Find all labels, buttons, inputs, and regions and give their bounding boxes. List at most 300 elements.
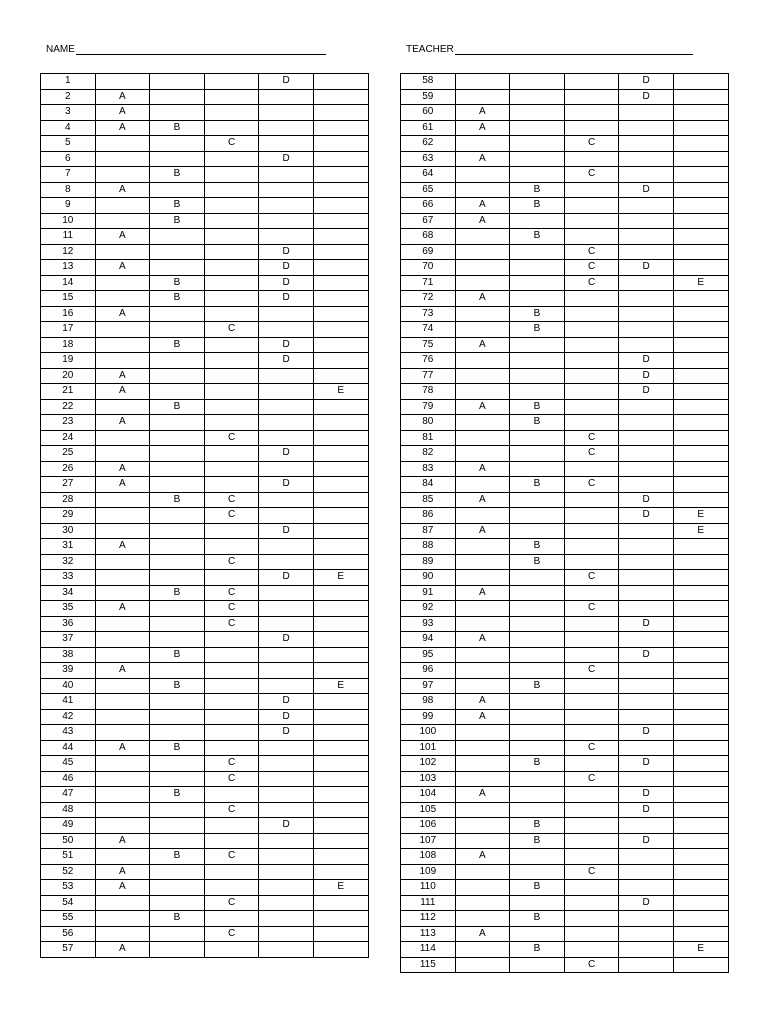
answer-cell-e [673,709,728,725]
answer-cell-e [313,167,368,183]
answer-cell-d [259,105,314,121]
answer-cell-c [564,182,619,198]
answer-cell-c [564,895,619,911]
answer-cell-a [455,616,510,632]
answer-cell-d [259,647,314,663]
answer-cell-d [619,523,674,539]
answer-cell-b: B [150,492,205,508]
answer-cell-b [510,492,565,508]
answer-cell-a: A [455,632,510,648]
answer-cell-d [619,229,674,245]
answer-cell-b: B [510,818,565,834]
table-row [401,446,729,462]
question-number: 78 [401,384,456,400]
answer-cell-a [455,353,510,369]
answer-cell-a [455,740,510,756]
answer-cell-b [150,151,205,167]
answer-cell-c [564,198,619,214]
answer-cell-b: B [150,275,205,291]
table-row [401,477,729,493]
answer-cell-d [259,322,314,338]
table-row [401,74,729,90]
table-row [41,291,369,307]
question-number: 42 [41,709,96,725]
answer-cell-b [150,663,205,679]
answer-cell-e [313,725,368,741]
table-row [401,740,729,756]
answer-cell-e [313,647,368,663]
answer-cell-d: D [259,694,314,710]
answer-cell-a [95,523,150,539]
answer-cell-c [204,275,259,291]
question-number: 49 [41,818,96,834]
answer-cell-d [619,198,674,214]
answer-cell-a [95,337,150,353]
answer-cell-d [259,229,314,245]
answer-cell-d: D [259,709,314,725]
answer-cell-e [673,740,728,756]
answer-cell-c [564,818,619,834]
answer-cell-d [619,306,674,322]
question-number: 19 [41,353,96,369]
table-row [41,880,369,896]
answer-cell-c [204,291,259,307]
answer-cell-b [150,880,205,896]
answer-cell-c [564,492,619,508]
answer-cell-a: A [95,942,150,958]
answer-cell-a [455,306,510,322]
table-row [41,167,369,183]
answer-cell-a: A [455,213,510,229]
answer-cell-c [204,864,259,880]
question-number: 14 [41,275,96,291]
answer-cell-d [619,337,674,353]
answer-cell-b [510,151,565,167]
question-number: 85 [401,492,456,508]
answer-cell-c [564,554,619,570]
table-row [401,260,729,276]
table-row [41,663,369,679]
answer-cell-e [313,244,368,260]
answer-cell-a: A [95,477,150,493]
answer-cell-c: C [204,554,259,570]
answer-cell-b [150,771,205,787]
answer-cell-b: B [150,167,205,183]
answer-cell-c [564,616,619,632]
teacher-blank-line[interactable] [455,45,693,55]
answer-cell-c [204,818,259,834]
answer-cell-b [150,182,205,198]
question-number: 13 [41,260,96,276]
question-number: 112 [401,911,456,927]
answer-cell-d [259,895,314,911]
table-row [401,492,729,508]
table-row [401,926,729,942]
name-label: NAME [46,44,75,55]
answer-cell-b [150,446,205,462]
answer-cell-c [564,229,619,245]
question-number: 11 [41,229,96,245]
answer-cell-b: B [510,229,565,245]
question-number: 87 [401,523,456,539]
answer-cell-d [619,926,674,942]
answer-cell-a: A [95,120,150,136]
answer-cell-c [204,244,259,260]
question-number: 95 [401,647,456,663]
answer-cell-c [204,306,259,322]
table-row [401,523,729,539]
answer-cell-d [259,771,314,787]
answer-cell-e [313,151,368,167]
table-row [401,849,729,865]
answer-cell-e [673,167,728,183]
table-row [401,570,729,586]
answer-cell-e [313,89,368,105]
table-row [41,368,369,384]
answer-cell-c [564,802,619,818]
question-number: 109 [401,864,456,880]
answer-cell-e [313,492,368,508]
answer-cell-e [313,368,368,384]
question-number: 50 [41,833,96,849]
question-number: 51 [41,849,96,865]
answer-cell-e [673,911,728,927]
table-row [401,229,729,245]
answer-cell-b: B [150,849,205,865]
answer-cell-e [313,198,368,214]
answer-cell-c [564,353,619,369]
answer-cell-b [150,554,205,570]
table-row [401,120,729,136]
question-number: 44 [41,740,96,756]
answer-cell-c: C [204,802,259,818]
answer-cell-e: E [673,275,728,291]
answer-cell-c: C [204,616,259,632]
question-number: 108 [401,849,456,865]
question-number: 97 [401,678,456,694]
answer-cell-b [150,694,205,710]
question-number: 66 [401,198,456,214]
question-number: 22 [41,399,96,415]
answer-cell-d [619,678,674,694]
table-row [401,244,729,260]
table-row [401,337,729,353]
table-row [401,771,729,787]
table-row [401,198,729,214]
table-row [41,322,369,338]
question-number: 59 [401,89,456,105]
question-number: 55 [41,911,96,927]
answer-cell-c: C [204,492,259,508]
answer-cell-a [95,756,150,772]
answer-cell-d: D [619,616,674,632]
answer-cell-b [150,570,205,586]
answer-cell-b [510,849,565,865]
answer-cell-e [313,353,368,369]
answer-cell-a [95,818,150,834]
table-row [41,213,369,229]
table-row [401,725,729,741]
answer-cell-d [259,911,314,927]
question-number: 67 [401,213,456,229]
answer-cell-d: D [259,632,314,648]
answer-cell-c: C [564,771,619,787]
name-blank-line[interactable] [76,45,326,55]
answer-cell-c [564,725,619,741]
answer-cell-b [150,802,205,818]
answer-cell-a [95,694,150,710]
answer-cell-d [619,709,674,725]
answer-cell-e: E [673,942,728,958]
answer-cell-c: C [204,771,259,787]
answer-cell-e [673,337,728,353]
table-row [41,430,369,446]
table-row [401,895,729,911]
question-number: 75 [401,337,456,353]
question-number: 103 [401,771,456,787]
answer-cell-c [204,384,259,400]
answer-cell-a [455,384,510,400]
answer-cell-d: D [619,895,674,911]
answer-cell-c [204,89,259,105]
answer-cell-b [510,709,565,725]
question-number: 65 [401,182,456,198]
answer-cell-d: D [619,787,674,803]
answer-cell-a [455,895,510,911]
table-row [401,864,729,880]
answer-cell-c [204,198,259,214]
answer-cell-c [564,105,619,121]
answer-cell-b: B [150,678,205,694]
answer-cell-c [564,926,619,942]
answer-cell-d: D [619,508,674,524]
question-number: 68 [401,229,456,245]
answer-cell-c [564,151,619,167]
question-number: 28 [41,492,96,508]
answer-cell-a [95,570,150,586]
answer-cell-b [150,756,205,772]
answer-cell-a: A [455,585,510,601]
answer-cell-b: B [510,306,565,322]
answer-cell-e [313,539,368,555]
table-row [41,756,369,772]
table-row [401,539,729,555]
question-number: 98 [401,694,456,710]
question-number: 110 [401,880,456,896]
answer-cell-a: A [95,415,150,431]
table-row [41,818,369,834]
answer-cell-c: C [204,895,259,911]
question-number: 46 [41,771,96,787]
question-number: 91 [401,585,456,601]
answer-cell-b: B [510,399,565,415]
table-row [401,678,729,694]
answer-cell-c: C [564,167,619,183]
answer-cell-d [259,678,314,694]
question-number: 12 [41,244,96,260]
answer-cell-a [455,771,510,787]
answer-cell-c [204,182,259,198]
answer-cell-a [95,554,150,570]
answer-cell-d [619,322,674,338]
answer-cell-b [150,632,205,648]
answer-cell-d [619,818,674,834]
table-row [401,89,729,105]
table-row [401,647,729,663]
answer-cell-b [510,585,565,601]
answer-cell-e [673,430,728,446]
answer-cell-a: A [95,384,150,400]
answer-cell-c [564,322,619,338]
answer-cell-d [619,430,674,446]
answer-cell-d: D [259,260,314,276]
answer-cell-b [510,446,565,462]
answer-cell-b [510,787,565,803]
answer-cell-a [95,787,150,803]
answer-cell-d [619,632,674,648]
table-row [41,632,369,648]
table-row [41,709,369,725]
answer-cell-e [673,322,728,338]
answer-cell-a [95,446,150,462]
answer-cell-c: C [564,136,619,152]
answer-cell-c: C [564,260,619,276]
answer-cell-d: D [259,353,314,369]
answer-cell-c [204,523,259,539]
answer-cell-e [313,322,368,338]
answer-cell-a [95,167,150,183]
table-row [401,880,729,896]
question-number: 83 [401,461,456,477]
answer-cell-a [455,725,510,741]
question-number: 107 [401,833,456,849]
question-number: 21 [41,384,96,400]
answer-cell-b [150,725,205,741]
answer-cell-d [259,430,314,446]
answer-cell-d [259,136,314,152]
question-number: 88 [401,539,456,555]
answer-cell-d [259,492,314,508]
answer-cell-e [673,957,728,973]
answer-cell-e [313,771,368,787]
table-row [41,74,369,90]
answer-cell-d [259,616,314,632]
answer-cell-d [259,384,314,400]
question-number: 17 [41,322,96,338]
answer-cell-c [564,911,619,927]
question-number: 69 [401,244,456,260]
answer-key-table-right [400,73,729,973]
answer-cell-c [564,120,619,136]
answer-cell-e [673,570,728,586]
answer-cell-a [95,244,150,260]
answer-cell-d: D [259,244,314,260]
answer-cell-a [455,880,510,896]
table-row [401,508,729,524]
answer-cell-d [619,399,674,415]
question-number: 114 [401,942,456,958]
answer-cell-e [313,694,368,710]
answer-cell-d [619,291,674,307]
table-row [401,353,729,369]
answer-cell-b [510,771,565,787]
answer-cell-c [204,74,259,90]
question-number: 37 [41,632,96,648]
question-number: 94 [401,632,456,648]
answer-cell-a [455,601,510,617]
answer-cell-b [510,632,565,648]
answer-cell-a [455,167,510,183]
answer-cell-e [673,818,728,834]
answer-cell-d [259,213,314,229]
question-number: 105 [401,802,456,818]
answer-cell-c [564,678,619,694]
table-row [41,539,369,555]
answer-cell-c [204,787,259,803]
answer-cell-c [204,880,259,896]
answer-cell-d [259,926,314,942]
question-number: 92 [401,601,456,617]
answer-cell-d [619,167,674,183]
table-row [401,787,729,803]
question-number: 57 [41,942,96,958]
answer-cell-b [510,570,565,586]
question-number: 3 [41,105,96,121]
answer-cell-a: A [95,880,150,896]
answer-cell-e [673,291,728,307]
answer-cell-e [313,182,368,198]
answer-cell-a: A [455,694,510,710]
answer-cell-c [204,709,259,725]
table-row [41,461,369,477]
question-number: 58 [401,74,456,90]
answer-cell-c [564,523,619,539]
answer-cell-a [455,182,510,198]
question-number: 7 [41,167,96,183]
answer-cell-b [510,136,565,152]
question-number: 18 [41,337,96,353]
question-number: 6 [41,151,96,167]
answer-cell-e [673,585,728,601]
answer-cell-b [510,647,565,663]
question-number: 33 [41,570,96,586]
question-number: 71 [401,275,456,291]
answer-cell-e [673,926,728,942]
answer-cell-d [259,787,314,803]
answer-cell-d [619,957,674,973]
answer-cell-b [510,864,565,880]
answer-cell-a [455,430,510,446]
answer-cell-b [510,275,565,291]
answer-cell-a [95,895,150,911]
answer-cell-e [673,802,728,818]
answer-cell-a [455,477,510,493]
table-row [41,182,369,198]
answer-cell-d: D [619,833,674,849]
question-number: 62 [401,136,456,152]
answer-cell-e [673,151,728,167]
answer-cell-d [259,415,314,431]
answer-cell-e: E [313,678,368,694]
answer-cell-b: B [150,647,205,663]
answer-cell-d: D [619,260,674,276]
answer-key-table-left [40,73,369,958]
answer-cell-b [510,291,565,307]
answer-cell-e: E [673,523,728,539]
answer-cell-b [150,368,205,384]
answer-cell-a [95,136,150,152]
answer-cell-d [259,740,314,756]
